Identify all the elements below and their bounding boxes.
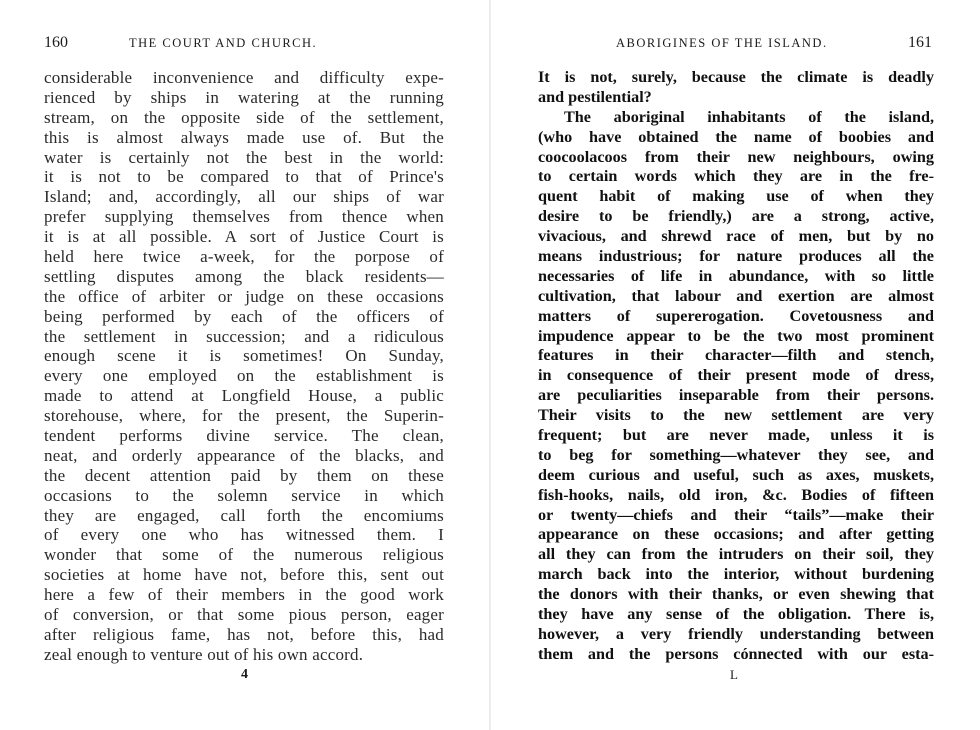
text-line: or twenty—chiefs and their “tails”—make their — [538, 505, 934, 524]
text-line: settling disputes among the black residents— — [44, 266, 444, 286]
text-line: quent habit of making use of when they — [538, 187, 934, 206]
text-line: are peculiarities inseparable from their persons. — [538, 386, 934, 405]
text-line: held here twice a-week, for the porpose of — [44, 247, 444, 267]
right-signature-mark: L — [730, 667, 738, 682]
text-line: after religious fame, has not, before this, had — [44, 624, 444, 644]
text-line: neat, and orderly appearance of the blacks, and — [44, 445, 444, 465]
text-line: the decent attention paid by them on these — [44, 465, 444, 485]
text-line: coocoolacoos from their new neighbours, owing — [538, 147, 934, 166]
text-line: occasions to the solemn service in which — [44, 485, 444, 505]
text-line: wonder that some of the numerous religious — [44, 545, 444, 565]
text-line: prefer supplying themselves from thence when — [44, 207, 444, 227]
text-line: desire to be friendly,) are a strong, active, — [538, 207, 934, 226]
text-line: the settlement in succession; and a ridiculous — [44, 326, 444, 346]
text-line: considerable inconvenience and difficulty expe- — [44, 68, 444, 87]
text-line: the office of arbiter or judge on these occasions — [44, 286, 444, 306]
text-line: matters of supererogation. Covetousness and — [538, 306, 934, 325]
text-line: it is not to be compared to that of Prince's — [44, 167, 444, 187]
text-line: water is certainly not the best in the world: — [44, 147, 444, 167]
text-line: of conversion, or that some pious person, eager — [44, 605, 444, 625]
text-line: stream, on the opposite side of the settlement, — [44, 107, 444, 127]
text-line: Their visits to the new settlement are very — [538, 406, 934, 425]
left-running-head: THE COURT AND CHURCH. — [129, 36, 318, 50]
text-line: march back into the interior, without burdening — [538, 565, 934, 584]
text-line: Island; and, accordingly, all our ships of war — [44, 187, 444, 207]
text-line: impudence appear to be the two most prominent — [538, 326, 934, 345]
right-page-header — [540, 34, 932, 56]
text-line: they are engaged, call forth the encomiums — [44, 505, 444, 525]
text-line: to beg for something—whatever they see, and — [538, 445, 934, 464]
text-line: (who have obtained the name of boobies and — [538, 127, 934, 146]
text-line: societies at home have not, before this, sent out — [44, 565, 444, 585]
text-line: necessaries of life in abundance, with so little — [538, 266, 934, 285]
right-running-head: ABORIGINES OF THE ISLAND. — [616, 36, 828, 50]
left-page-number: 160 — [44, 34, 68, 51]
text-line: all they can from the intruders on their soil, they — [538, 545, 934, 564]
text-line: here a few of their members in the good work — [44, 585, 444, 605]
text-line: The aboriginal inhabitants of the island, — [564, 107, 934, 126]
text-line: frequent; but are never made, unless it is — [538, 426, 934, 445]
text-line: however, a very friendly understanding between — [538, 624, 934, 643]
text-line: features in their character—filth and stench, — [538, 346, 934, 365]
left-page-text — [44, 68, 444, 665]
text-line: zeal enough to venture out of his own accord. — [44, 644, 364, 664]
text-line: rienced by ships in watering at the running — [44, 87, 444, 107]
text-line: the donors with their thanks, or even shewing that — [538, 585, 934, 604]
text-line: them and the persons cónnected with our esta- — [538, 644, 934, 663]
right-page-number: 161 — [908, 34, 932, 51]
text-line: fish-hooks, nails, old iron, &c. Bodies of fifteen — [538, 485, 934, 504]
text-line: of every one who has witnessed them. I — [44, 525, 444, 545]
text-line: appearance on these occasions; and after getting — [538, 525, 934, 544]
text-line: being performed by each of the officers of — [44, 306, 444, 326]
text-line: this is almost always made use of. But the — [44, 127, 444, 147]
text-line: enough scene it is sometimes! On Sunday, — [44, 346, 444, 366]
text-line: in consequence of their present mode of dress, — [538, 366, 934, 385]
text-line: vivacious, and shrewd race of men, but by no — [538, 227, 934, 246]
text-line: they have any sense of the obligation. There is, — [538, 605, 934, 624]
text-line: every one employed on the establishment is — [44, 366, 444, 386]
right-page — [490, 0, 980, 730]
text-line: storehouse, where, for the present, the Superin- — [44, 406, 444, 426]
text-line: means industrious; for nature produces all the — [538, 247, 934, 266]
right-page-text — [538, 68, 934, 665]
text-line: to certain words which they are in the fre- — [538, 167, 934, 186]
left-page-header — [44, 34, 442, 56]
text-line: cultivation, that labour and exertion are almost — [538, 286, 934, 305]
text-line: and pestilential? — [538, 87, 652, 106]
text-line: tendent performs divine service. The clean, — [44, 426, 444, 446]
left-signature-mark: 4 — [241, 667, 248, 682]
text-line: made to attend at Longfield House, a public — [44, 386, 444, 406]
text-line: deem curious and useful, such as axes, muskets, — [538, 465, 934, 484]
text-line: It is not, surely, because the climate is deadly — [538, 68, 934, 86]
text-line: it is at all possible. A sort of Justice Court is — [44, 227, 444, 247]
